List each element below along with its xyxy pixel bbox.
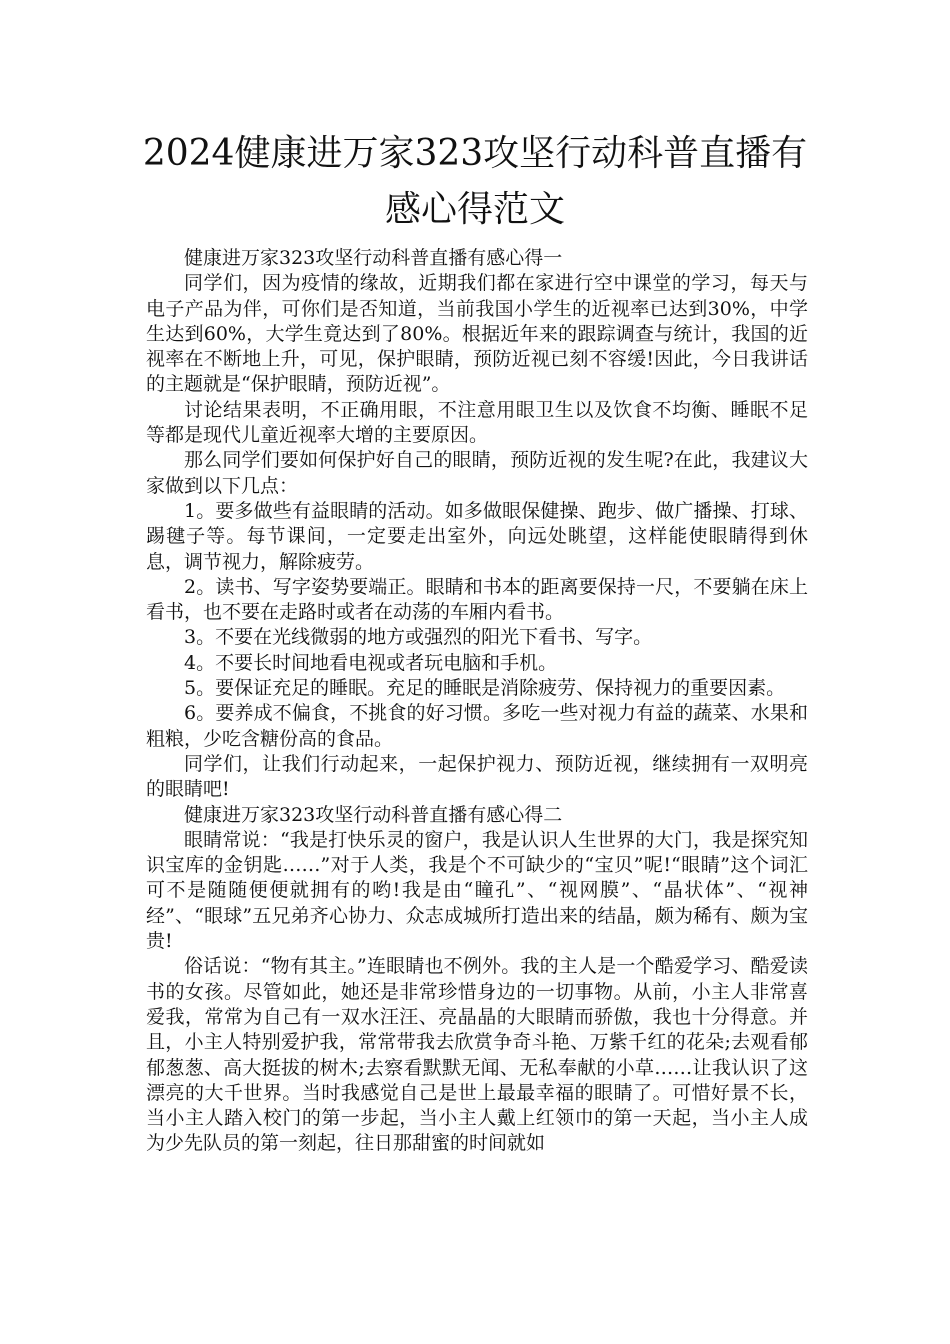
paragraph: 俗话说：“物有其主。”连眼睛也不例外。我的主人是一个酷爱学习、酷爱读书的女孩。尽管如此，她还是非常珍惜身边的一切事物。从前，小主人非常喜爱我，常常为自己有一双水汪汪、亮晶晶的大眼睛而骄傲，我也十分得意。并且，小主人特别爱护我，常常带我去欣赏争奇斗艳、万紫千红的花朵;去观看郁郁葱葱、高大挺拔的树木;去察看默默无闻、无私奉献的小草……让我认识了这漂亮的大千世界。当时我感觉自己是世上最最幸福的眼睛了。可惜好景不长，当小主人踏入校门的第一步起，当小主人戴上红领巾的第一天起，当小主人成为少先队员的第一刻起，往日那甜蜜的时间就如 xyxy=(146,955,808,1155)
list-item: 3。不要在光线微弱的地方或强烈的阳光下看书、写字。 xyxy=(184,626,653,649)
paragraph: 讨论结果表明，不正确用眼，不注意用眼卫生以及饮食不均衡、睡眠不足等都是现代儿童近视率大增的主要原因。 xyxy=(146,398,808,447)
document-body xyxy=(146,246,808,1157)
list-item: 2。读书、写字姿势要端正。眼睛和书本的距离要保持一尺，不要躺在床上看书，也不要在走路时或者在动荡的车厢内看书。 xyxy=(146,575,808,624)
list-item: 4。不要长时间地看电视或者玩电脑和手机。 xyxy=(184,651,558,674)
title-line-2: 感心得范文 xyxy=(384,189,565,230)
list-item: 1。要多做些有益眼睛的活动。如多做眼保健操、跑步、做广播操、打球、踢毽子等。每节课间，一定要走出室外，向远处眺望，这样能使眼睛得到休息，调节视力，解除疲劳。 xyxy=(146,499,808,573)
paragraph: 那么同学们要如何保护好自己的眼睛，预防近视的发生呢?在此，我建议大家做到以下几点： xyxy=(146,449,808,497)
list-item: 6。要养成不偏食，不挑食的好习惯。多吃一些对视力有益的蔬菜、水果和粗粮，少吃含糖份高的食品。 xyxy=(146,702,808,750)
section-heading-2: 健康进万家323攻坚行动科普直播有感心得二 xyxy=(184,803,563,826)
list-item: 5。要保证充足的睡眠。充足的睡眠是消除疲劳、保持视力的重要因素。 xyxy=(184,677,786,700)
title-line-1: 2024健康进万家323攻坚行动科普直播有 xyxy=(142,133,808,174)
paragraph: 同学们，因为疫情的缘故，近期我们都在家进行空中课堂的学习，每天与电子产品为伴，可你们是否知道，当前我国小学生的近视率已达到30%，中学生达到60%，大学生竟达到了80%。根据近年来的跟踪调查与统计，我国的近视率在不断地上升，可见，保护眼睛，预防近视已刻不容缓!因此，今日我讲话的主题就是“保护眼睛，预防近视”。 xyxy=(146,272,808,396)
section-heading-1: 健康进万家323攻坚行动科普直播有感心得一 xyxy=(184,247,563,269)
document-title xyxy=(120,126,830,238)
paragraph: 同学们，让我们行动起来，一起保护视力、预防近视，继续拥有一双明亮的眼睛吧! xyxy=(146,752,808,801)
paragraph: 眼睛常说：“我是打快乐灵的窗户，我是认识人生世界的大门，我是探究知识宝库的金钥匙……”对于人类，我是个不可缺少的“宝贝”呢!“眼睛”这个词汇可不是随随便便就拥有的哟!我是由“瞳孔”、“视网膜”、“晶状体”、“视神经”、“眼球”五兄弟齐心协力、众志成城所打造出来的结晶，颇为稀有、颇为宝贵! xyxy=(146,828,808,953)
